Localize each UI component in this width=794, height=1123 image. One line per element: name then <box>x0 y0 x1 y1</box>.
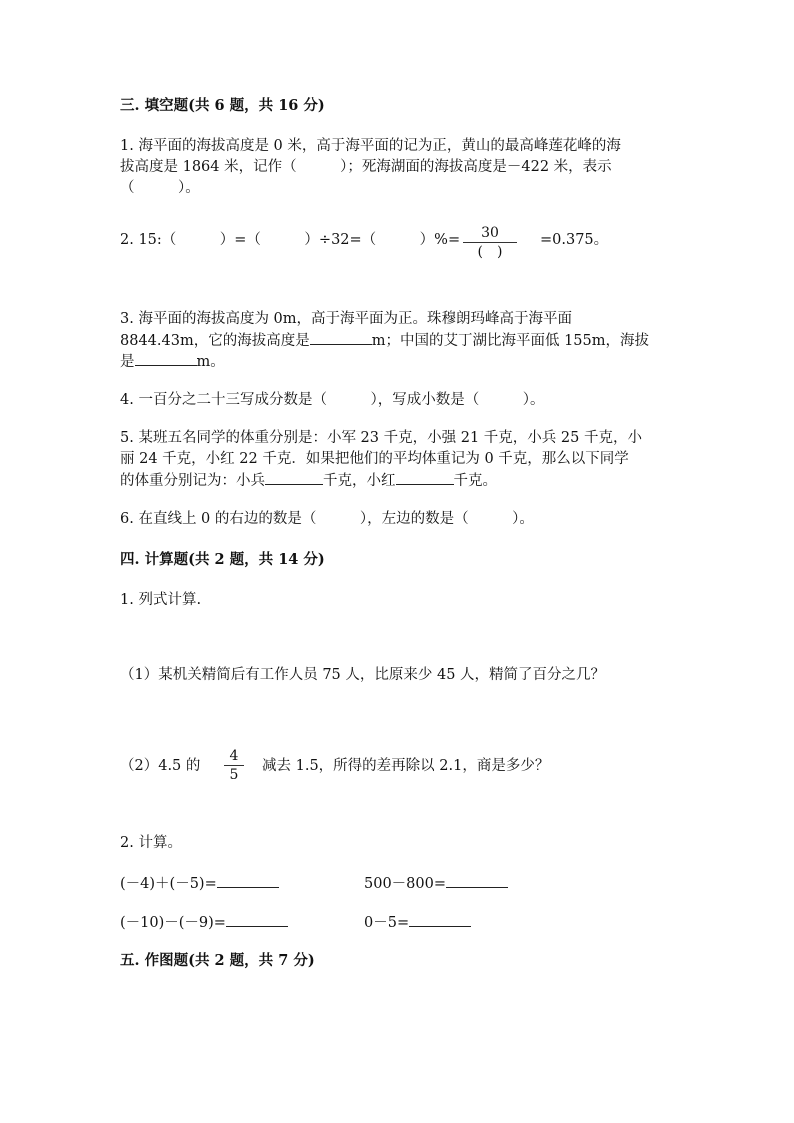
q3-5-line3a: 的体重分别记为：小兵 <box>120 473 265 489</box>
q3-5-answer-blank-1[interactable] <box>265 470 323 485</box>
q4-1-title: 1. 列式计算. <box>120 592 202 608</box>
q4-2-title: 2. 计算。 <box>120 835 182 851</box>
section-4-title: 四. 计算题(共 2 题，共 14 分) <box>120 551 325 568</box>
q4-1-sub2-fraction <box>224 748 244 783</box>
q4-2-expr-2 <box>364 873 508 894</box>
q3-3-line2 <box>120 330 649 351</box>
q4-2-expr-2-blank[interactable] <box>446 873 508 888</box>
q3-3-line2a: 8844.43m，它的海拔高度是 <box>120 333 310 349</box>
q3-5-line3 <box>120 470 497 491</box>
q4-1-sub2-numerator: 4 <box>224 748 244 766</box>
q3-2-tail: =0.375。 <box>540 232 609 248</box>
section-5-title: 五. 作图题(共 2 题，共 7 分) <box>120 952 315 969</box>
q3-3-line2b: m；中国的艾丁湖比海平面低 155m，海拔 <box>371 333 650 349</box>
q4-2-expr-2-text: 500－800= <box>364 876 447 892</box>
q3-5-line1: 5. 某班五名同学的体重分别是：小军 23 千克，小强 21 千克，小兵 25 千克，小 <box>120 430 642 446</box>
q3-6-text: 6. 在直线上 0 的右边的数是（ ），左边的数是（ ）。 <box>120 511 534 527</box>
q3-3-line3b: m。 <box>196 354 225 370</box>
q4-2-expr-4 <box>364 912 471 933</box>
q3-5-line3c: 千克。 <box>453 473 497 489</box>
q3-3-line3a: 是 <box>120 354 135 370</box>
q3-3-answer-blank-1[interactable] <box>310 330 372 345</box>
q3-5-line2: 丽 24 千克，小红 22 千克．如果把他们的平均体重记为 0 千克，那么以下同学 <box>120 451 629 467</box>
q3-2-frac-denominator: ( ) <box>477 244 503 260</box>
q3-3-line1: 3. 海平面的海拔高度为 0m，高于海平面为正。珠穆朗玛峰高于海平面 <box>120 311 573 327</box>
q3-5-answer-blank-2[interactable] <box>396 470 454 485</box>
q3-2-frac-numerator: 30 <box>463 225 517 243</box>
q3-3-line3 <box>120 351 225 372</box>
q3-1-line3: （ ）。 <box>120 180 200 196</box>
q3-4-text: 4. 一百分之二十三写成分数是（ ），写成小数是（ ）。 <box>120 392 545 408</box>
q4-2-expr-1-text: (－4)＋(－5)= <box>120 876 217 892</box>
q4-1-sub1: （1）某机关精简后有工作人员 75 人，比原来少 45 人，精简了百分之几？ <box>120 667 606 683</box>
q3-1-line2: 拔高度是 1864 米，记作（ ）；死海湖面的海拔高度是－422 米，表示 <box>120 159 612 175</box>
q4-2-expr-3-text: (－10)－(－9)= <box>120 915 226 931</box>
q3-3-answer-blank-2[interactable] <box>135 351 197 366</box>
q4-2-expr-3 <box>120 912 288 933</box>
q4-1-sub2-denominator: 5 <box>229 767 239 783</box>
q4-2-expr-1-blank[interactable] <box>217 873 279 888</box>
q4-2-expr-4-text: 0－5= <box>364 915 410 931</box>
q3-5-line3b: 千克，小红 <box>323 473 396 489</box>
q4-1-sub2a: （2）4.5 的 <box>120 758 201 774</box>
section-3-title: 三. 填空题(共 6 题，共 16 分) <box>120 97 325 114</box>
q3-2-fraction <box>463 225 517 260</box>
q4-2-expr-1 <box>120 873 279 894</box>
q3-1-line1: 1. 海平面的海拔高度是 0 米，高于海平面的记为正，黄山的最高峰莲花峰的海 <box>120 138 621 154</box>
q4-2-expr-4-blank[interactable] <box>409 912 471 927</box>
q3-2-text: 2. 15:（ ）=（ ）÷32=（ ）%= <box>120 232 461 248</box>
q4-2-expr-3-blank[interactable] <box>226 912 288 927</box>
q4-1-sub2b: 减去 1.5，所得的差再除以 2.1，商是多少？ <box>262 758 550 774</box>
